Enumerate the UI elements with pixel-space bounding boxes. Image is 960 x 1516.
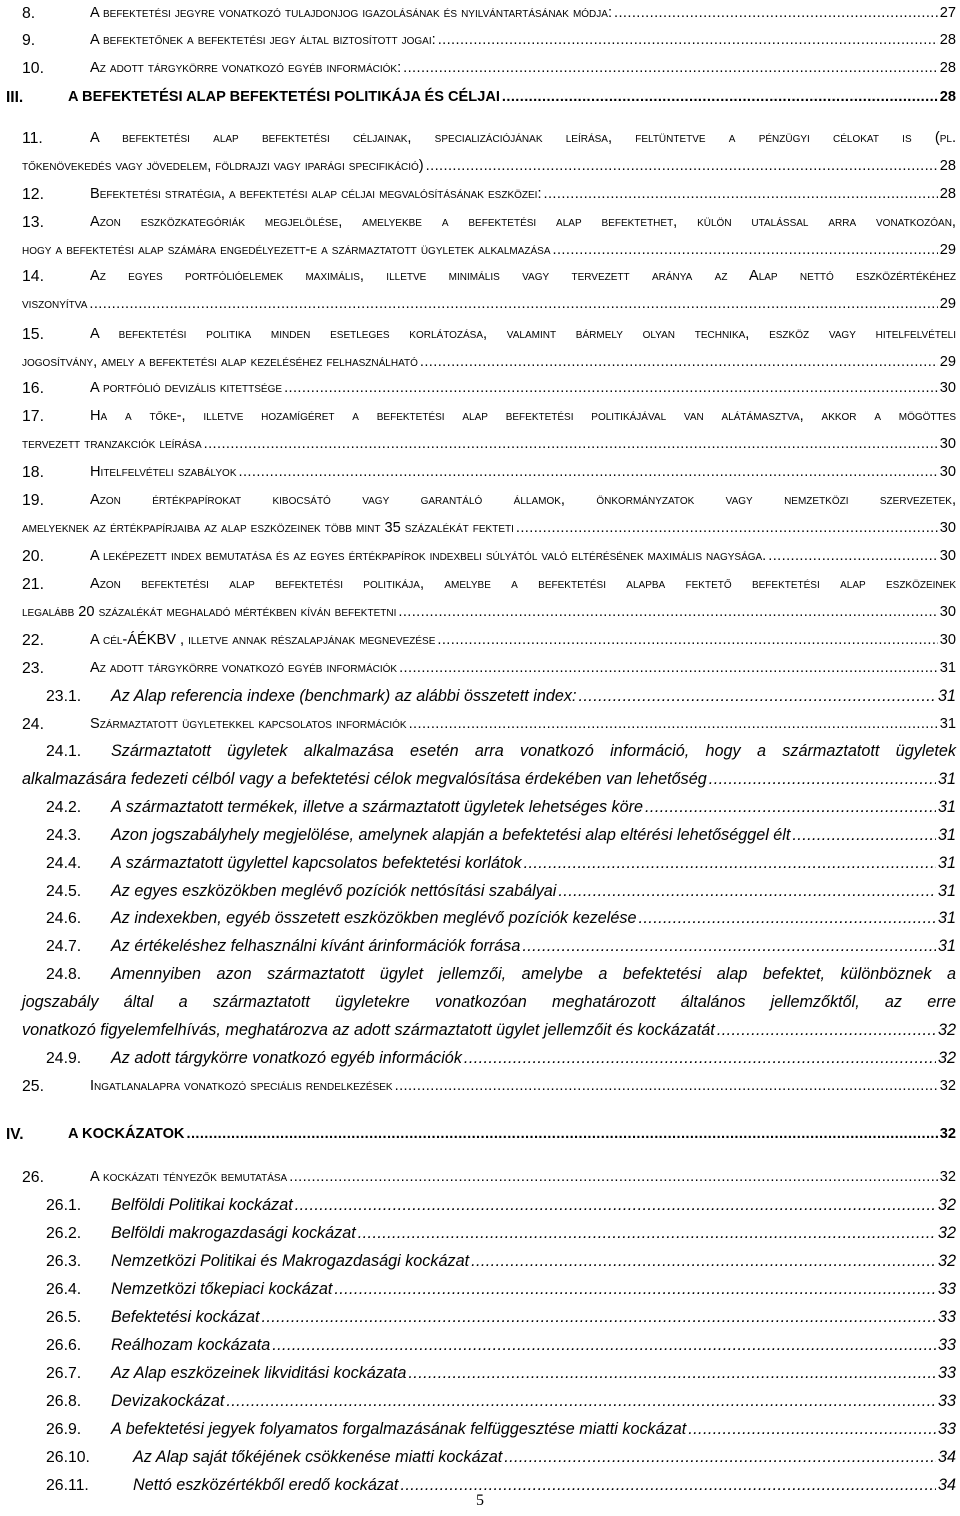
toc-entry-title: A cél-ÁÉKBV , illetve annak részalapjának megnevezése: [90, 632, 436, 648]
toc-entry-number: 26.1.: [46, 1197, 82, 1214]
toc-entry-title: Befektetési kockázat: [111, 1308, 260, 1326]
leader-dots: [420, 349, 938, 377]
toc-entry-page: 30: [939, 520, 956, 536]
toc-entry-title: A befektetési jegyre vonatkozó tulajdonjog igazolásának és nyilvántartásának módja:: [90, 5, 612, 21]
toc-entry-title: Befektetési stratégia, a befektetési alap céljai megvalósításának eszközei:: [90, 186, 542, 202]
toc-entry-page: 33: [937, 1420, 956, 1438]
toc-entry-number: 24.9.: [46, 1050, 82, 1067]
toc-entry-number: 23.: [22, 660, 44, 677]
leader-dots: [399, 655, 938, 683]
toc-entry-number: 18.: [22, 464, 44, 481]
toc-entry-number: 25.: [22, 1078, 44, 1095]
toc-entry-number: 26.11.: [46, 1477, 89, 1494]
toc-entry-title-line: Az egyes portfólióelemek maximális, illetve minimális vagy tervezett aránya az Alap nettó eszközértékéhez: [90, 268, 956, 284]
toc-entry-number: 24.8.: [46, 966, 82, 983]
toc-entry-title: A leképezett index bemutatása és az egyes értékpapírok indexbeli súlyától való eltérésének maximális nagysága.: [90, 548, 767, 564]
leader-dots: [471, 1248, 936, 1276]
toc-entry-number: 24.5.: [46, 883, 82, 900]
toc-entry-page: 31: [937, 798, 956, 816]
toc-entry-number: 24.: [22, 716, 44, 733]
toc-entry-page: 33: [937, 1392, 956, 1410]
leader-dots: [464, 1045, 936, 1073]
toc-entry-page: 32: [939, 1169, 956, 1185]
toc-entry-page: 28: [939, 186, 956, 202]
leader-dots: [558, 878, 936, 906]
toc-entry-title-line: tőkenövekedés vagy jövedelem, földrajzi vagy iparági specifikáció): [22, 158, 424, 174]
toc-entry-page: 31: [939, 660, 956, 676]
leader-dots: [261, 1304, 936, 1332]
toc-entry-number: 26.6.: [46, 1337, 82, 1354]
toc-entry-number: 23.1.: [46, 688, 82, 705]
toc-entry-title-line: Azon eszközkategóriák megjelölése, amelyekbe a befektetési alap befektethet, külön utalással arra vonatkozóan,: [90, 214, 956, 230]
leader-dots: [502, 84, 938, 112]
toc-entry-number: 26.10.: [46, 1449, 90, 1466]
toc-entry-page: 31: [937, 826, 956, 844]
leader-dots: [524, 850, 936, 878]
leader-dots: [768, 543, 938, 571]
toc-entry-page: 32: [937, 1252, 956, 1270]
toc-entry-title: Devizakockázat: [111, 1392, 225, 1410]
leader-dots: [226, 1388, 936, 1416]
leader-dots: [438, 27, 938, 55]
toc-entry-number: 13.: [22, 214, 44, 231]
toc-entry-number: 24.2.: [46, 799, 82, 816]
toc-entry-number: 19.: [22, 492, 44, 509]
toc-entry-page: 28: [939, 60, 956, 76]
toc-entry-page: 31: [937, 909, 956, 927]
toc-entry-page: 32: [937, 1196, 956, 1214]
toc-entry-page: 34: [937, 1476, 956, 1494]
toc-entry-page: 33: [937, 1364, 956, 1382]
toc-entry-title-line: Azon befektetési alap befektetési politikája, amelybe a befektetési alapba fektető befektetési alap eszközeinek: [90, 576, 956, 592]
toc-entry-title: A befektetési jegyek folyamatos forgalmazásának felfüggesztése miatti kockázat: [111, 1420, 687, 1438]
toc-entry-title-line: jogosítvány, amely a befektetési alap kezeléséhez felhasználható: [22, 354, 418, 370]
toc-entry-number: 21.: [22, 576, 44, 593]
toc-entry-number: III.: [6, 89, 24, 106]
toc-entry-number: 10.: [22, 60, 44, 77]
toc-entry-page: 31: [937, 854, 956, 872]
toc-entry-page: 31: [937, 770, 956, 788]
toc-entry-page: 30: [939, 604, 956, 620]
toc-entry-page: 28: [939, 89, 956, 105]
leader-dots: [426, 153, 938, 181]
toc-entry-page: 31: [937, 937, 956, 955]
toc-entry-title-line: alkalmazására fedezeti célból vagy a befektetési célok megvalósítása érdekében van lehetőség: [22, 770, 707, 788]
leader-dots: [334, 1276, 936, 1304]
toc-entry-number: IV.: [6, 1126, 24, 1143]
toc-entry-number: 26.5.: [46, 1309, 82, 1326]
toc-entry-page: 33: [937, 1308, 956, 1326]
toc-entry-number: 15.: [22, 326, 44, 343]
toc-entry-page: 32: [937, 1224, 956, 1242]
toc-entry-page: 30: [939, 436, 956, 452]
toc-entry-page: 31: [937, 687, 956, 705]
toc-entry-title-line: jogszabály által a származtatott ügyletekre vonatkozóan meghatározott általános jellemzőktől, az erre: [22, 993, 956, 1011]
toc-entry-number: 20.: [22, 548, 44, 565]
toc-entry-page: 28: [939, 158, 956, 174]
leader-dots: [395, 1073, 938, 1101]
toc-entry-page: 31: [937, 882, 956, 900]
toc-entry-title: Az értékeléshez felhasználni kívánt árinformációk forrása: [111, 937, 521, 955]
toc-entry-page: 30: [939, 464, 956, 480]
toc-entry-title-line: tervezett tranzakciók leírása: [22, 436, 202, 452]
leader-dots: [437, 627, 937, 655]
toc-entry-page: 29: [939, 296, 956, 312]
leader-dots: [792, 822, 936, 850]
toc-entry-page: 27: [939, 5, 956, 21]
leader-dots: [504, 1444, 936, 1472]
toc-entry-number: 26.8.: [46, 1393, 82, 1410]
toc-entry-number: 11.: [22, 130, 43, 147]
leader-dots: [358, 1220, 936, 1248]
toc-entry-title: A portfólió devizális kitettsége: [90, 380, 283, 396]
toc-entry-page: 33: [937, 1280, 956, 1298]
leader-dots: [522, 933, 936, 961]
toc-entry-page: 32: [937, 1021, 956, 1039]
leader-dots: [272, 1332, 936, 1360]
toc-entry-title: Az Alap saját tőkéjének csökkenése miatti kockázat: [133, 1448, 503, 1466]
toc-entry-title: Az Alap eszközeinek likviditási kockázata: [111, 1364, 407, 1382]
toc-entry-number: 26.7.: [46, 1365, 82, 1382]
leader-dots: [645, 794, 936, 822]
toc-entry-page: 32: [937, 1049, 956, 1067]
toc-entry-page: 32: [939, 1078, 956, 1094]
toc-entry-number: 24.4.: [46, 855, 82, 872]
toc-entry-title: Ingatlanalapra vonatkozó speciális rendelkezések: [90, 1078, 393, 1094]
toc-entry-title: A származtatott ügylettel kapcsolatos befektetési korlátok: [111, 854, 522, 872]
toc-entry-page: 33: [937, 1336, 956, 1354]
toc-entry-number: 16.: [22, 380, 44, 397]
toc-entry-number: 12.: [22, 186, 44, 203]
toc-entry-title-line: legalább 20 százalékát meghaladó mértékben kíván befektetni: [22, 604, 397, 620]
leader-dots: [516, 515, 938, 543]
leader-dots: [284, 375, 938, 403]
toc-entry-title: A kockázati tényezők bemutatása: [90, 1169, 288, 1185]
toc-entry-title-line: Amennyiben azon származtatott ügylet jellemzői, amelybe a befektetési alap befektet, különböznek a: [111, 965, 956, 983]
toc-entry-page: 30: [939, 380, 956, 396]
toc-entry-title: Az adott tárgykörre vonatkozó egyéb információk: [111, 1049, 462, 1067]
leader-dots: [544, 181, 938, 209]
toc-entry-title: Az adott tárgykörre vonatkozó egyéb információk: [90, 660, 398, 676]
toc-entry-number: 14.: [22, 268, 44, 285]
toc-entry-title: Származtatott ügyletekkel kapcsolatos információk: [90, 716, 407, 732]
toc-entry-number: 8.: [22, 5, 36, 22]
toc-entry-page: 29: [939, 242, 956, 258]
leader-dots: [186, 1121, 937, 1149]
leader-dots: [295, 1192, 936, 1220]
toc-entry-title: A KOCKÁZATOK: [68, 1126, 185, 1142]
toc-entry-title: A BEFEKTETÉSI ALAP BEFEKTETÉSI POLITIKÁJA ÉS CÉLJAI: [68, 89, 500, 105]
toc-entry-number: 26.: [22, 1169, 44, 1186]
leader-dots: [204, 431, 938, 459]
toc-entry-title-line: Származtatott ügyletek alkalmazása esetén arra vonatkozó információ, hogy a származtatott ügyletek: [111, 742, 956, 760]
toc-entry-title: Az adott tárgykörre vonatkozó egyéb információk:: [90, 60, 402, 76]
toc-entry-title-line: vonatkozó figyelemfelhívás, meghatározva az adott származtatott ügylet jellemzőit és kockázatát: [22, 1021, 715, 1039]
toc-entry-title: A származtatott termékek, illetve a származtatott ügyletek lehetséges köre: [111, 798, 644, 816]
toc-entry-page: 30: [939, 632, 956, 648]
leader-dots: [709, 766, 936, 794]
toc-entry-title-line: A befektetési politika minden esetleges korlátozása, valamint bármely olyan technika, eszköz vagy hitelfelvételi: [90, 326, 956, 342]
leader-dots: [688, 1416, 936, 1444]
toc-entry-title: Az egyes eszközökben meglévő pozíciók nettósítási szabályai: [111, 882, 557, 900]
toc-entry-title: Azon jogszabályhely megjelölése, amelynek alapján a befektetési alap eltérési lehetőséggel élt: [111, 826, 791, 844]
leader-dots: [408, 1360, 936, 1388]
leader-dots: [403, 55, 938, 83]
page-number: 5: [476, 1492, 484, 1509]
toc-entry-title: Nettó eszközértékből eredő kockázat: [133, 1476, 399, 1494]
leader-dots: [409, 711, 938, 739]
toc-entry-page: 30: [939, 548, 956, 564]
toc-entry-title: Nemzetközi Politikai és Makrogazdasági kockázat: [111, 1252, 470, 1270]
toc-entry-title-line: A befektetési alap befektetési céljainak, specializációjának leírása, feltüntetve a pénzügyi célokat is (pl.: [90, 130, 956, 146]
toc-entry-number: 24.7.: [46, 938, 82, 955]
toc-entry-number: 24.3.: [46, 827, 82, 844]
toc-entry-number: 24.1.: [46, 743, 82, 760]
toc-entry-title: Hitelfelvételi szabályok: [90, 464, 237, 480]
leader-dots: [639, 905, 936, 933]
toc-entry-title: Az indexekben, egyéb összetett eszközökben meglévő pozíciók kezelése: [111, 909, 637, 927]
toc-entry-title: Nemzetközi tőkepiaci kockázat: [111, 1280, 333, 1298]
toc-entry-number: 24.6.: [46, 910, 82, 927]
toc-entry-title-line: hogy a befektetési alap számára engedélyezett-e a származtatott ügyletek alkalmazása: [22, 242, 551, 258]
toc-entry-page: 31: [939, 716, 956, 732]
leader-dots: [289, 1164, 938, 1192]
toc-entry-title-line: Ha a tőke-, illetve hozamígéret a befektetési alap befektetési politikájával van alátámasztva, akkor a mögöttes: [90, 408, 956, 424]
toc-entry-number: 26.4.: [46, 1281, 82, 1298]
toc-entry-title: Belföldi makrogazdasági kockázat: [111, 1224, 356, 1242]
toc-entry-page: 28: [939, 32, 956, 48]
toc-entry-page: 34: [937, 1448, 956, 1466]
leader-dots: [553, 237, 938, 265]
toc-entry-number: 26.9.: [46, 1421, 82, 1438]
leader-dots: [89, 291, 937, 319]
leader-dots: [398, 599, 937, 627]
toc-entry-title: A befektetőnek a befektetési jegy által biztosított jogai:: [90, 32, 436, 48]
toc-entry-title-line: amelyeknek az értékpapírjaiba az alap eszközeinek több mint 35 százalékát fekteti: [22, 520, 514, 536]
toc-entry-title: Az Alap referencia indexe (benchmark) az alábbi összetett index:: [111, 687, 577, 705]
toc-entry-title: Belföldi Politikai kockázat: [111, 1196, 293, 1214]
toc-entry-number: 17.: [22, 408, 44, 425]
toc-entry-number: 26.2.: [46, 1225, 82, 1242]
toc-entry-title: Reálhozam kockázata: [111, 1336, 271, 1354]
leader-dots: [579, 683, 936, 711]
leader-dots: [717, 1017, 936, 1045]
leader-dots: [239, 459, 938, 487]
toc-entry-number: 22.: [22, 632, 44, 649]
toc-entry-page: 29: [939, 354, 956, 370]
toc-entry-title-line: Azon értékpapírokat kibocsátó vagy garantáló államok, önkormányzatok vagy nemzetközi szervezetek,: [90, 492, 956, 508]
toc-entry-number: 26.3.: [46, 1253, 82, 1270]
toc-entry-page: 32: [939, 1126, 956, 1142]
leader-dots: [614, 0, 938, 28]
toc-entry-number: 9.: [22, 32, 36, 49]
toc-entry-title-line: viszonyítva: [22, 296, 88, 312]
